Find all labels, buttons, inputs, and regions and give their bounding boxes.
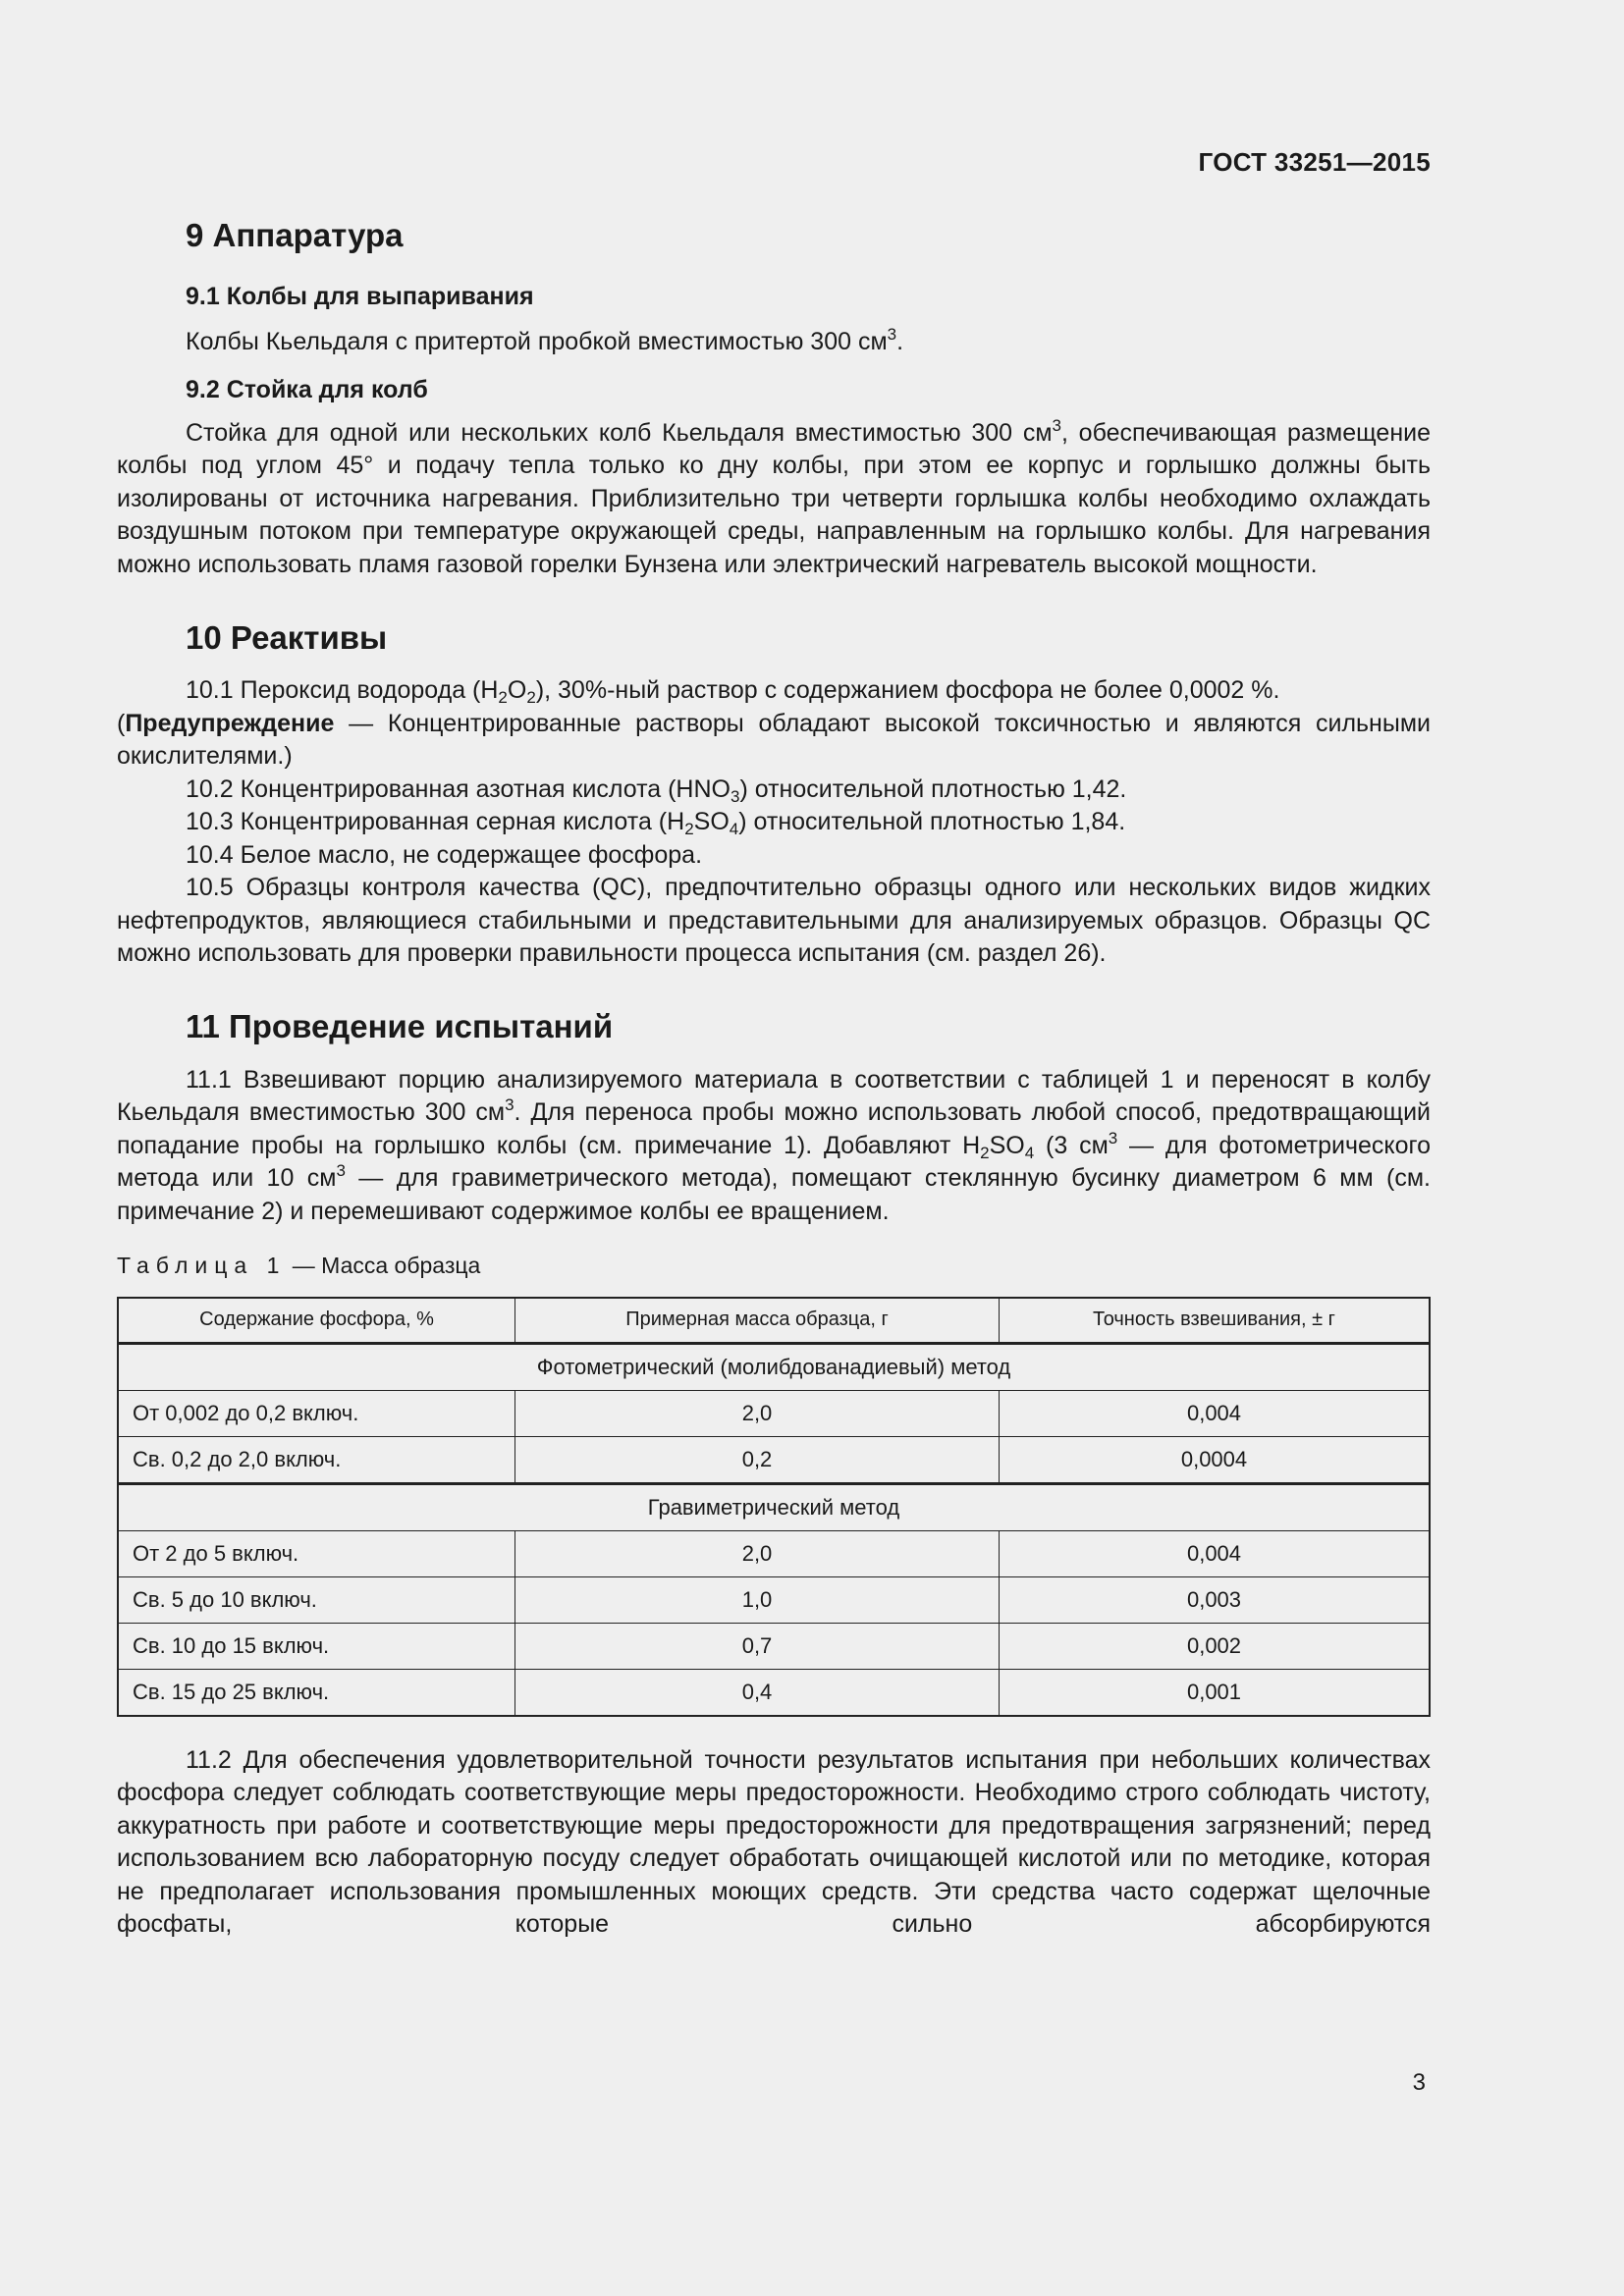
table-cell: 0,004: [1000, 1390, 1431, 1436]
table-row: [118, 1623, 1430, 1669]
table-row: [118, 1436, 1430, 1483]
table-cell: 0,0004: [1000, 1436, 1431, 1483]
document-code: ГОСТ 33251—2015: [1198, 147, 1431, 177]
table-row: [118, 1576, 1430, 1623]
table-caption: Таблица 1 — Масса образца: [117, 1253, 481, 1278]
paragraph-9-1: Колбы Кьельдаля с притертой пробкой вместимостью 300 $см^3$.: [186, 325, 904, 355]
table-cell: 0,003: [1000, 1576, 1431, 1623]
table-row: [118, 1669, 1430, 1716]
group-label-gravimetric: Гравиметрический метод: [118, 1483, 1430, 1530]
table-cell: Св. 0,2 до 2,0 включ.: [118, 1436, 515, 1483]
paragraph-10-4: 10.4 Белое масло, не содержащее фосфора.: [186, 840, 703, 869]
table-row: [118, 1390, 1430, 1436]
subsection-9-1-title: 9.1 Колбы для выпаривания: [186, 283, 534, 310]
table-header-cell: Содержание фосфора, %: [118, 1298, 515, 1344]
paragraph-10-5: 10.5 Образцы контроля качества (QC), предпочтительно образцы одного или нескольких видов жидких нефтепродуктов, являющиеся стабильными и представительными для анализируемых образцов. Образцы QC можно использовать для проверки правильности процесса испытания (см. раздел 26).: [117, 874, 1431, 967]
section-10-title: 10 Реактивы: [186, 619, 388, 656]
paragraph-9-2: Стойка для одной или нескольких колб Кьельдаля вместимостью 300 $см^3$, обеспечивающая размещение колбы под углом 45° и подачу тепла только ко дну колбы, при этом ее корпус и горлышко должны быть изолированы от источника нагревания. Приблизительно три четверти горлышка колбы необходимо охлаждать воздушным потоком при температуре окружающей среды, направленным на горлышко колбы. Для нагревания можно использовать пламя газовой горелки Бунзена или электрический нагреватель высокой мощности.: [117, 415, 1431, 578]
page-number: 3: [1412, 2069, 1426, 2096]
paragraph-10-2: 10.2 Концентрированная азотная кислота $(HNO_3)$ относительной плотностью 1,42.: [186, 774, 1127, 806]
table-group-row: [118, 1483, 1430, 1530]
table-cell: От 2 до 5 включ.: [118, 1530, 515, 1576]
table-cell: 2,0: [515, 1530, 1000, 1576]
table-group-row: [118, 1343, 1430, 1390]
table-cell: 0,002: [1000, 1623, 1431, 1669]
table-cell: 1,0: [515, 1576, 1000, 1623]
paragraph-11-1: 11.1 Взвешивают порцию анализируемого материала в соответствии с таблицей 1 и переносят в колбу Кьельдаля вместимостью 300 $см^3$. Для переноса пробы можно использовать любой способ, предотвращающий попадание пробы на горлышко колбы (см. примечание 1). Добавляют $H_2SO_4$ (3 $см^3$ — для фотометрического метода или 10 $см^3$ — для гравиметрического метода), помещают стеклянную бусинку диаметром 6 мм (см. примечание 2) и перемешивают содержимое колбы ее вращением.: [117, 1065, 1431, 1225]
table-cell: 0,4: [515, 1669, 1000, 1716]
table-cell: 0,2: [515, 1436, 1000, 1483]
paragraph-10-3: 10.3 Концентрированная серная кислота $(H_2SO_4)$ относительной плотностью 1,84.: [186, 808, 1126, 838]
group-label-photometric: Фотометрический (молибдованадиевый) метод: [118, 1343, 1430, 1390]
table-cell: Св. 5 до 10 включ.: [118, 1576, 515, 1623]
warning-note: (Предупреждение — Концентрированные растворы обладают высокой токсичностью и являются сильными окислителями.): [117, 709, 1431, 770]
table-cell: От 0,002 до 0,2 включ.: [118, 1390, 515, 1436]
table-header-row: [118, 1298, 1430, 1344]
table-header-cell: Точность взвешивания, ± г: [1000, 1298, 1431, 1344]
subsection-9-2-title: 9.2 Стойка для колб: [186, 375, 428, 403]
section-9-title: 9 Аппаратура: [186, 217, 404, 253]
page-content: [117, 216, 1431, 1942]
section-11-title: 11 Проведение испытаний: [186, 1007, 614, 1044]
table-header-cell: Примерная масса образца, г: [515, 1298, 1000, 1344]
paragraph-11-2: 11.2 Для обеспечения удовлетворительной точности результатов испытания при небольших количествах фосфора следует соблюдать соответствующие меры предосторожности. Необходимо строго соблюдать чистоту, аккуратность при работе и соответствующие меры предосторожности для предотвращения загрязнений; перед использованием всю лабораторную посуду следует обработать очищающей кислотой или по методике, которая не предполагает использования промышленных моющих средств. Эти средства часто содержат щелочные фосфаты, которые сильно абсорбируются: [117, 1745, 1431, 1938]
table-cell: 0,004: [1000, 1530, 1431, 1576]
table-cell: Св. 15 до 25 включ.: [118, 1669, 515, 1716]
table-cell: 0,001: [1000, 1669, 1431, 1716]
table-cell: 0,7: [515, 1623, 1000, 1669]
table-cell: 2,0: [515, 1390, 1000, 1436]
table-row: [118, 1530, 1430, 1576]
sample-mass-table: [117, 1297, 1431, 1717]
table-cell: Св. 10 до 15 включ.: [118, 1623, 515, 1669]
paragraph-10-1: 10.1 Пероксид водорода $(H_2O_2)$, 30%-ный раствор с содержанием фосфора не более 0,0002 %.: [186, 676, 1280, 707]
